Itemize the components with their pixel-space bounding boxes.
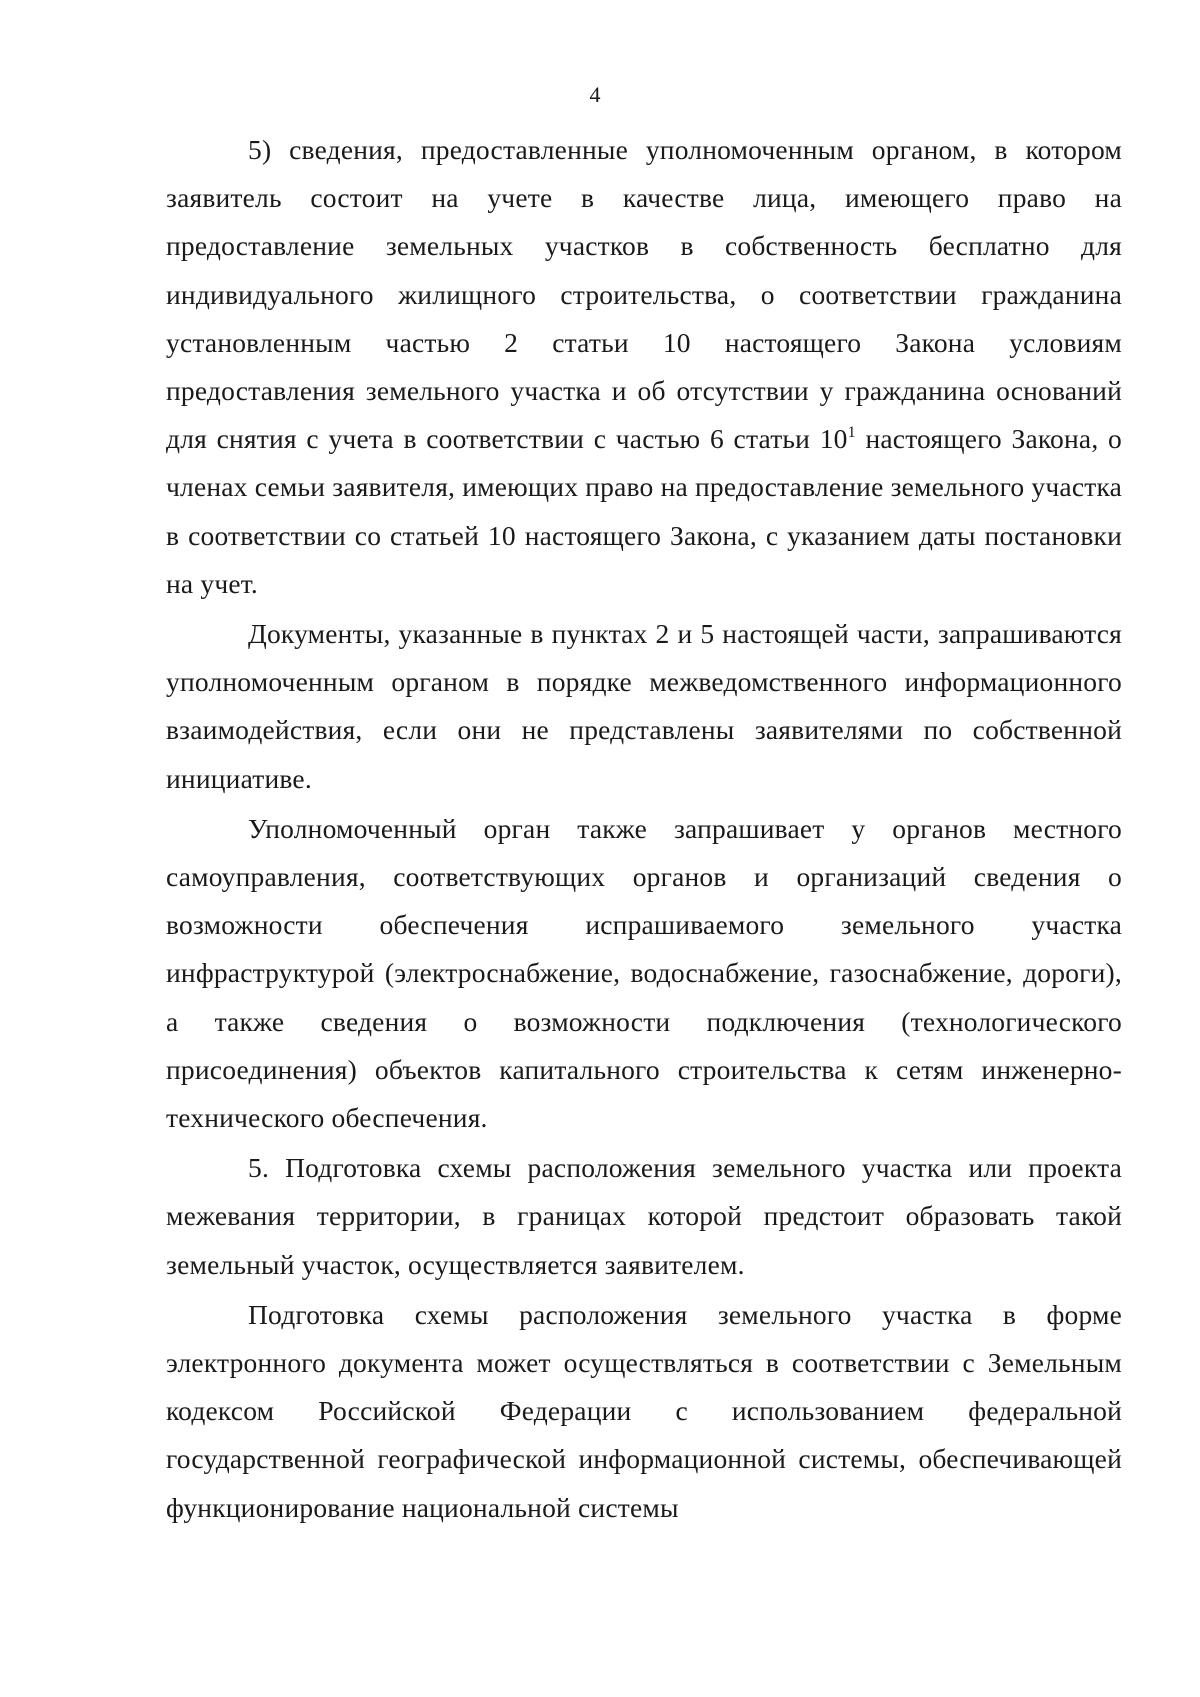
paragraph-infrastructure-request: Уполномоченный орган также запрашивает у органов местного самоуправления, соответствующих органов и организаций сведения о возможности обеспечения испрашиваемого земельного участка инфраструктурой (электроснабжение, водоснабжение, газоснабжение, дороги), а также сведения о возможности подключения (технологического присоединения) объектов капитального строительства к сетям инженерно-технического обеспечения. [166,812,1122,1134]
document-body [166,126,1122,1532]
paragraph-section-5: 5. Подготовка схемы расположения земельного участка или проекта межевания территории, в границах которой предстоит образовать такой земельный участок, осуществляется заявителем. [166,1152,1122,1280]
page-number: 4 [589,82,601,107]
paragraph-electronic-scheme: Подготовка схемы расположения земельного участка в форме электронного документа может осуществляться в соответствии с Земельным кодексом Российской Федерации с использованием федеральной государственной географической информационной системы, обеспечивающей функционирование национальной системы [166,1298,1122,1523]
paragraph-item-5 [166,126,1122,608]
paragraph-text-part: настоящего Закона, о членах семьи заявителя, имеющих право на предоставление земельного участка в соответствии со статьей 10 настоящего Закона, с указанием даты постановки на учет. [166,423,1122,599]
superscript: 1 [847,424,856,442]
paragraph-documents-request: Документы, указанные в пунктах 2 и 5 настоящей части, запрашиваются уполномоченным органом в порядке межведомственного информационного взаимодействия, если они не представлены заявителями по собственной инициативе. [166,618,1122,794]
paragraph-text-part: 5) сведения, предоставленные уполномоченным органом, в котором заявитель состоит на учете в качестве лица, имеющего право на предоставление земельных участков в собственность бесплатно для индивидуального жилищного строительства, о соответствии гражданина установленным частью 2 статьи 10 настоящего Закона условиям предоставления земельного участка и об отсутствии у гражданина оснований для снятия с учета в соответствии с частью 6 статьи 10 [166,134,1122,455]
